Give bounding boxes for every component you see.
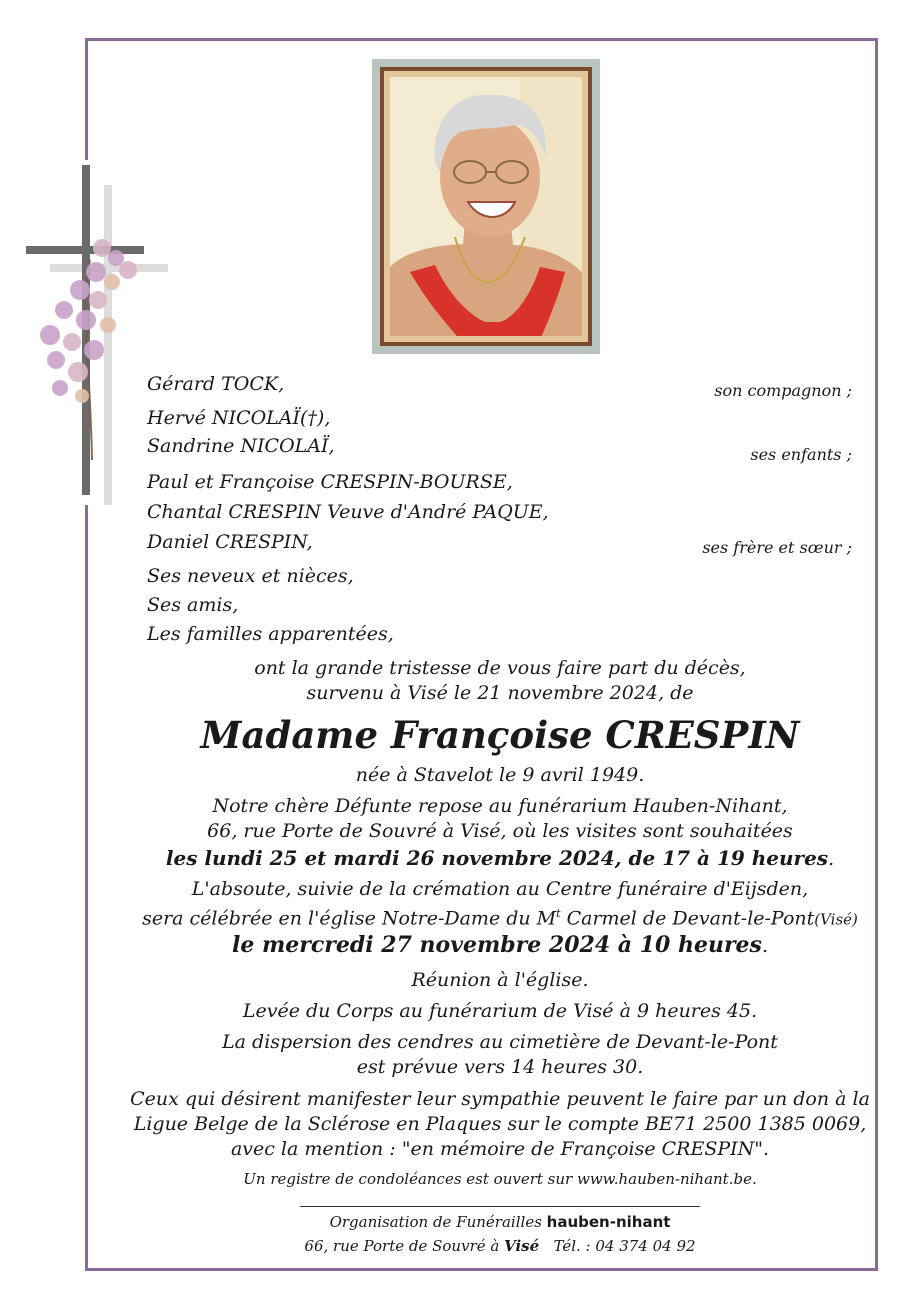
don-line-3: avec la mention : "en mémoire de Françoise CRESPIN". — [230, 1138, 770, 1160]
footer-divider — [300, 1206, 700, 1207]
dispersion-line-1: La dispersion des cendres au cimetière de Devant-le-Pont — [222, 1031, 778, 1053]
family-line-5: Chantal CRESPIN Veuve d'André PAQUE, — [147, 501, 549, 523]
portrait-photo — [390, 77, 582, 336]
deceased-name: Madame Françoise CRESPIN — [200, 713, 800, 757]
family-line-7: Ses neveux et nièces, — [147, 565, 354, 587]
portrait-frame — [372, 59, 600, 354]
reunion-line: Réunion à l'église. — [411, 969, 589, 991]
announce-line-2: survenu à Visé le 21 novembre 2024, de — [306, 682, 694, 704]
visits-line: les lundi 25 et mardi 26 novembre 2024, de 17 à 19 heures. — [165, 846, 835, 870]
visits-dates: les lundi 25 et mardi 26 novembre 2024, de 17 à 19 heures — [165, 846, 829, 870]
footer-address: 66, rue Porte de Souvré à Visé Tél. : 04 374 04 92 — [304, 1237, 696, 1255]
levee-line: Levée du Corps au funérarium de Visé à 9 heures 45. — [242, 1000, 758, 1022]
relation-children: ses enfants ; — [750, 445, 852, 464]
repose-line-1: Notre chère Défunte repose au funérarium Hauben-Nihant, — [212, 795, 788, 817]
family-line-6: Daniel CRESPIN, — [147, 531, 313, 553]
announce-line-1: ont la grande tristesse de vous faire part du décès, — [254, 657, 746, 679]
family-line-3: Sandrine NICOLAÏ, — [147, 435, 335, 457]
family-line-4: Paul et Françoise CRESPIN-BOURSE, — [147, 471, 513, 493]
relation-siblings: ses frère et sœur ; — [702, 538, 852, 557]
family-line-9: Les familles apparentées, — [147, 623, 394, 645]
birth-line: née à Stavelot le 9 avril 1949. — [355, 764, 645, 786]
dispersion-line-2: est prévue vers 14 heures 30. — [356, 1056, 644, 1078]
family-line-2: Hervé NICOLAÏ(†), — [147, 407, 331, 429]
relation-companion: son compagnon ; — [714, 381, 852, 400]
don-line-1: Ceux qui désirent manifester leur sympathie peuvent le faire par un don à la — [130, 1088, 870, 1110]
repose-line-2: 66, rue Porte de Souvré à Visé, où les visites sont souhaitées — [207, 820, 793, 842]
ceremony-date: le mercredi 27 novembre 2024 à 10 heures — [232, 932, 762, 958]
family-line-8: Ses amis, — [147, 594, 239, 616]
ceremony-line: le mercredi 27 novembre 2024 à 10 heures. — [232, 932, 768, 958]
footer-organisation: Organisation de Funérailles hauben-nihant — [329, 1213, 671, 1231]
absoute-line-1: L'absoute, suivie de la crémation au Centre funéraire d'Eijsden, — [191, 878, 809, 900]
brand-logo: hauben-nihant — [546, 1213, 671, 1231]
absoute-line-2: sera célébrée en l'église Notre-Dame du $M^t$ Carmel de Devant-le-Pont(Visé) — [142, 907, 858, 930]
don-line-2: Ligue Belge de la Sclérose en Plaques sur le compte BE71 2500 1385 0069, — [133, 1113, 867, 1135]
registre-line: Un registre de condoléances est ouvert sur www.hauben-nihant.be. — [243, 1170, 757, 1188]
family-line-1: Gérard TOCK, — [147, 373, 285, 395]
